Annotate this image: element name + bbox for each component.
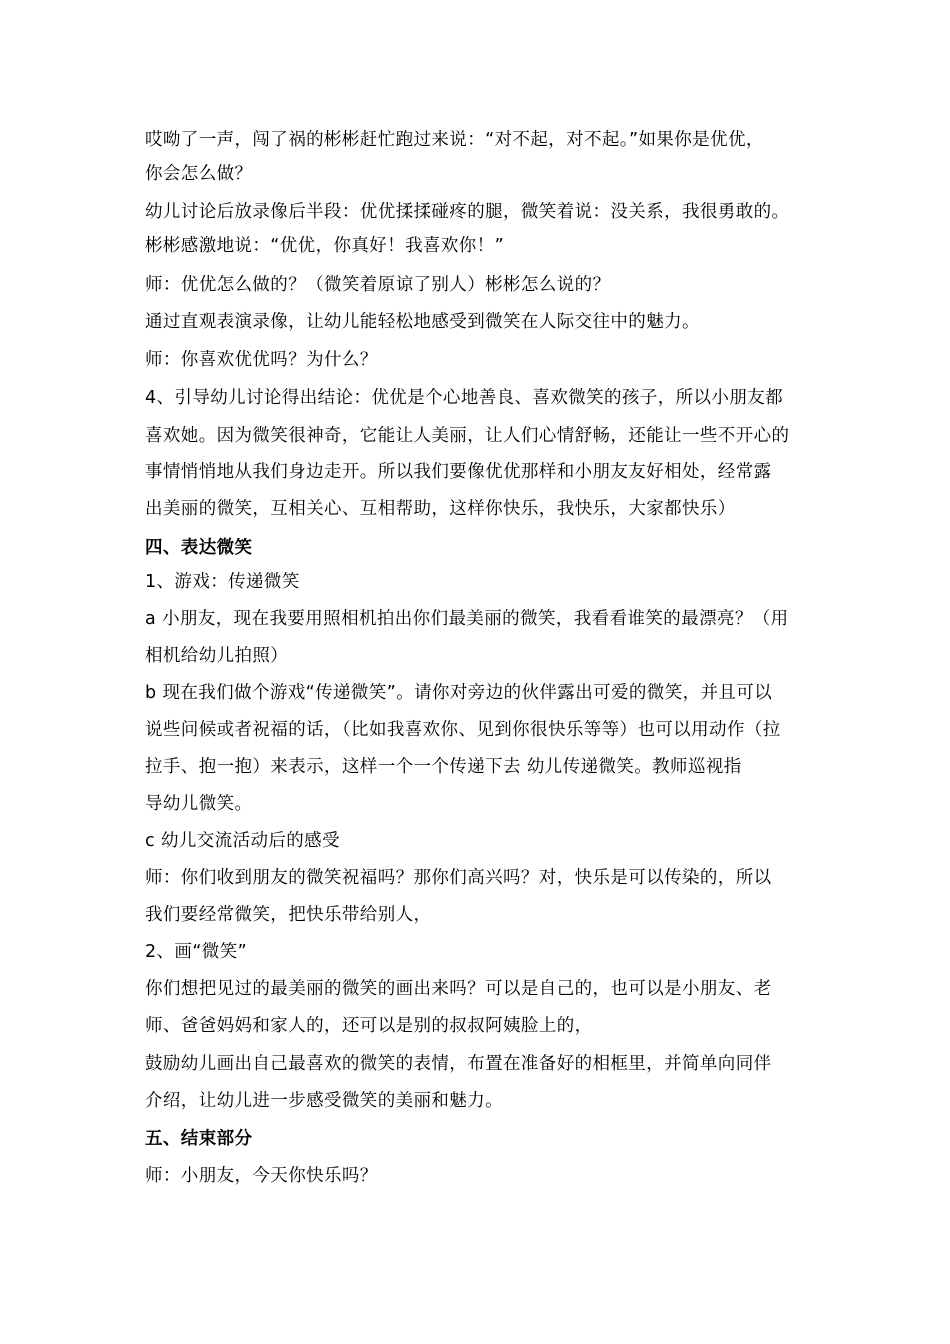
text-line: 喜欢她。因为微笑很神奇，它能让人美丽，让人们心情舒畅，还能让一些不开心的 [145,426,790,446]
text-line: 幼儿讨论后放录像后半段：优优揉揉碰疼的腿，微笑着说：没关系，我很勇敢的。 [145,202,790,222]
text-line: 师：你们收到朋友的微笑祝福吗？那你们高兴吗？对，快乐是可以传染的，所以 [145,868,772,888]
text-line: 我们要经常微笑，把快乐带给别人， [145,905,432,925]
text-line: 拉手、抱一抱）来表示，这样一个一个传递下去 幼儿传递微笑。教师巡视指 [145,757,742,777]
section-heading: 四、表达微笑 [145,538,253,558]
text-line: c 幼儿交流活动后的感受 [145,831,340,851]
text-line: 师：优优怎么做的？（微笑着原谅了别人）彬彬怎么说的？ [145,275,611,295]
text-line: 你会怎么做？ [145,164,253,184]
section-heading: 五、结束部分 [145,1129,253,1149]
subsection-heading: 2、画“微笑” [145,942,248,962]
text-line: 介绍，让幼儿进一步感受微笑的美丽和魅力。 [145,1091,503,1111]
text-line: 说些问候或者祝福的话，（比如我喜欢你、见到你很快乐等等）也可以用动作（拉 [145,720,781,740]
text-line: 师：小朋友，今天你快乐吗？ [145,1166,378,1186]
text-line: 鼓励幼儿画出自己最喜欢的微笑的表情，布置在准备好的相框里，并简单向同伴 [145,1054,772,1074]
text-line: 事情悄悄地从我们身边走开。所以我们要像优优那样和小朋友友好相处，经常露 [145,462,772,482]
text-line: 相机给幼儿拍照） [145,646,289,666]
text-line: 师：你喜欢优优吗？为什么？ [145,350,378,370]
text-line: a 小朋友，现在我要用照相机拍出你们最美丽的微笑，我看看谁笑的最漂亮？（用 [145,609,789,629]
text-line: 彬彬感激地说：“优优，你真好！我喜欢你！” [145,236,505,256]
text-line: 4、引导幼儿讨论得出结论：优优是个心地善良、喜欢微笑的孩子，所以小朋友都 [145,388,784,408]
text-line: 导幼儿微笑。 [145,794,253,814]
text-line: 通过直观表演录像，让幼儿能轻松地感受到微笑在人际交往中的魅力。 [145,312,700,332]
text-line: b 现在我们做个游戏“传递微笑”。请你对旁边的伙伴露出可爱的微笑，并且可以 [145,683,773,703]
text-line: 师、爸爸妈妈和家人的，还可以是别的叔叔阿姨脸上的， [145,1016,593,1036]
text-line: 你们想把见过的最美丽的微笑的画出来吗？可以是自己的，也可以是小朋友、老 [145,979,772,999]
subsection-heading: 1、游戏：传递微笑 [145,572,300,592]
text-line: 哎呦了一声，闯了祸的彬彬赶忙跑过来说：“对不起，对不起。”如果你是优优， [145,130,764,150]
text-line: 出美丽的微笑，互相关心、互相帮助，这样你快乐，我快乐，大家都快乐） [145,499,736,519]
